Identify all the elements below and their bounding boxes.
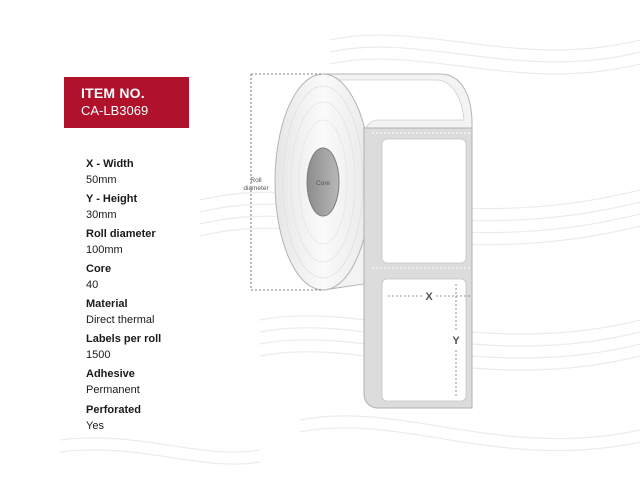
- spec-label: Adhesive: [86, 368, 135, 380]
- spec-label: X - Width: [86, 158, 134, 170]
- spec-value: Yes: [86, 420, 104, 432]
- spec-core: [86, 262, 226, 293]
- item-number-title: ITEM NO.: [81, 85, 145, 101]
- spec-label: Y - Height: [86, 193, 138, 205]
- roll-diameter-label-line2: diameter: [243, 185, 269, 192]
- spec-adhesive: [86, 367, 226, 398]
- label-roll-diagram: [230, 60, 520, 420]
- spec-label: Roll diameter: [86, 228, 156, 240]
- spec-material: [86, 297, 226, 328]
- spec-value: Permanent: [86, 384, 140, 396]
- y-dimension-label: Y: [452, 335, 460, 347]
- spec-x-width: [86, 157, 226, 188]
- spec-y-height: [86, 192, 226, 223]
- spec-value: 50mm: [86, 174, 117, 186]
- spec-labels-per-roll: [86, 332, 226, 363]
- label-1: [382, 139, 466, 263]
- core-label: Core: [315, 180, 331, 187]
- spec-value: 1500: [86, 349, 111, 361]
- spec-value: Direct thermal: [86, 314, 155, 326]
- spec-value: 30mm: [86, 209, 117, 221]
- spec-label: Material: [86, 298, 128, 310]
- spec-value: 100mm: [86, 244, 123, 256]
- x-dimension-label: X: [425, 291, 433, 303]
- spec-roll-diameter: [86, 227, 226, 258]
- spec-perforated: [86, 403, 226, 434]
- item-code: CA-LB3069: [81, 103, 149, 118]
- spec-label: Perforated: [86, 404, 142, 416]
- item-number-box: [64, 77, 189, 128]
- spec-label: Core: [86, 263, 112, 275]
- spec-value: 40: [86, 279, 99, 291]
- roll-diameter-label-line1: Roll: [250, 177, 262, 184]
- spec-label: Labels per roll: [86, 333, 162, 345]
